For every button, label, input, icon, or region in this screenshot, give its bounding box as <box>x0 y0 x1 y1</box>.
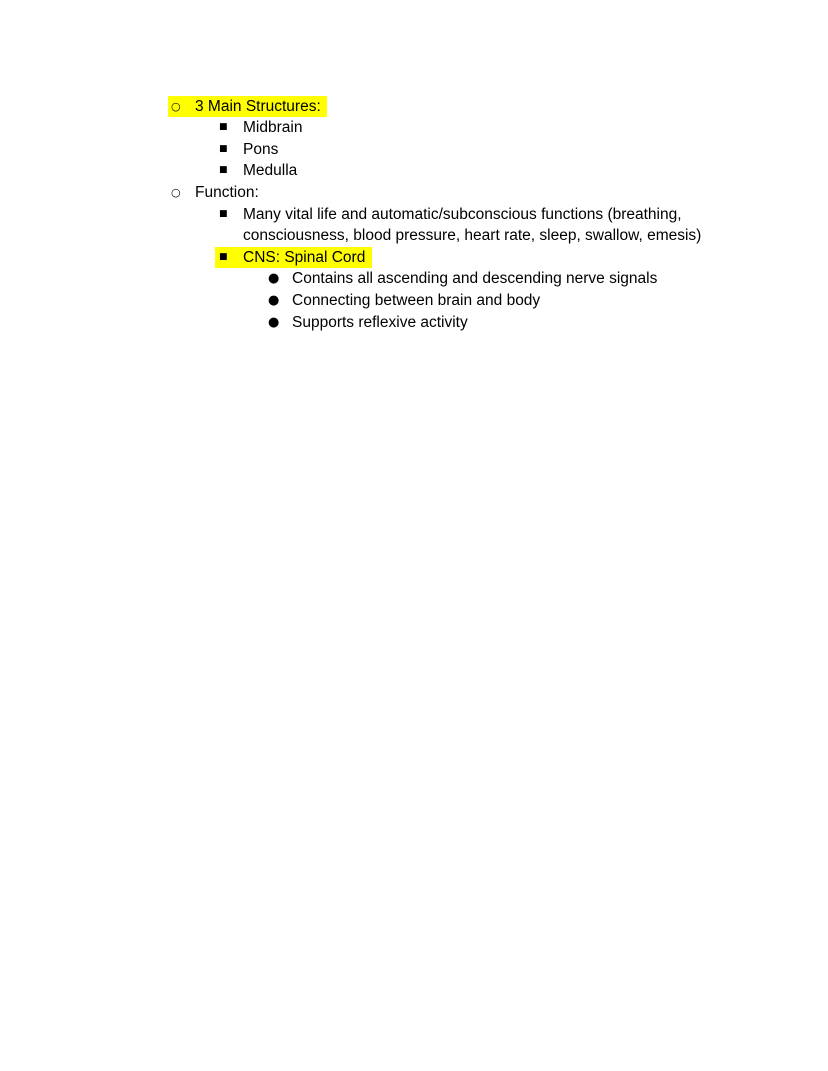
midbrain-label: Midbrain <box>243 119 303 137</box>
filled-circle-bullet-icon: ● <box>268 271 280 287</box>
brain-body-label: Connecting between brain and body <box>292 291 541 309</box>
nerve-signals-label: Contains all ascending and descending nerve signals <box>292 270 658 288</box>
filled-circle-bullet-icon: ● <box>268 292 280 308</box>
pons-label: Pons <box>243 140 279 158</box>
reflexive-activity-label: Supports reflexive activity <box>292 313 468 331</box>
hollow-circle-bullet-icon: ○ <box>171 99 181 113</box>
main-structures-heading: 3 Main Structures: <box>195 97 321 115</box>
vital-functions-line-1: Many vital life and automatic/subconscious functions (breathing, <box>243 205 682 223</box>
function-heading: Function: <box>195 183 259 201</box>
square-bullet-icon: ■ <box>219 251 228 262</box>
filled-circle-bullet-icon: ● <box>268 314 280 330</box>
square-bullet-icon: ■ <box>219 208 228 219</box>
hollow-circle-bullet-icon: ○ <box>171 185 181 199</box>
square-bullet-icon: ■ <box>219 165 228 176</box>
medulla-label: Medulla <box>243 162 298 180</box>
square-bullet-icon: ■ <box>219 143 228 154</box>
spinal-cord-heading: CNS: Spinal Cord <box>243 248 366 266</box>
vital-functions-line-2: consciousness, blood pressure, heart rate, sleep, swallow, emesis) <box>243 227 702 245</box>
square-bullet-icon: ■ <box>219 122 228 133</box>
